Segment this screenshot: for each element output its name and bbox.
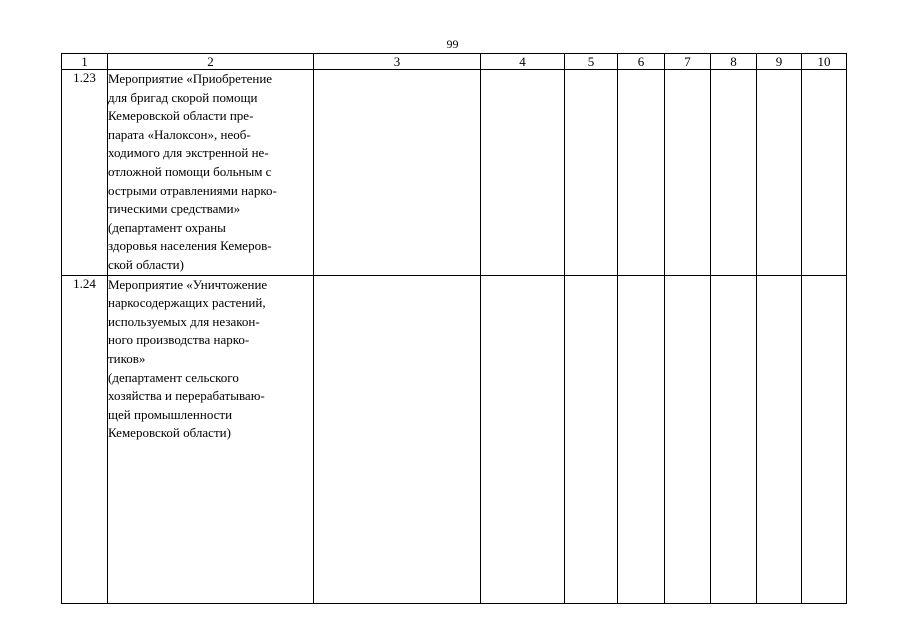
description-line: ходимого для экстренной не- <box>108 145 269 161</box>
description-line: хозяйства и перерабатываю- <box>108 388 265 404</box>
column-header-3: 3 <box>314 54 481 70</box>
empty-cell <box>802 70 847 276</box>
column-header-9: 9 <box>757 54 802 70</box>
description-line: здоровья населения Кемеров- <box>108 238 272 254</box>
empty-cell <box>665 70 711 276</box>
empty-cell <box>565 70 618 276</box>
empty-cell <box>565 275 618 603</box>
column-header-7: 7 <box>665 54 711 70</box>
empty-cell <box>711 70 757 276</box>
description-line: Мероприятие «Уничтожение <box>108 276 268 292</box>
description-line: Кемеровской области пре- <box>108 108 254 124</box>
empty-cell <box>665 275 711 603</box>
description-line: тиков» <box>108 350 146 366</box>
description-line: ской области) <box>108 256 184 272</box>
description-line: острыми отравлениями нарко- <box>108 182 277 198</box>
empty-cell <box>802 275 847 603</box>
column-header-1: 1 <box>62 54 108 70</box>
empty-cell <box>314 70 481 276</box>
description-line: тическими средствами» <box>108 201 241 217</box>
empty-cell <box>711 275 757 603</box>
description-line: для бригад скорой помощи <box>108 89 258 105</box>
row-number: 1.24 <box>62 275 108 603</box>
activity-description <box>108 70 314 276</box>
description-line: (департамент охраны <box>108 219 226 235</box>
empty-cell <box>481 70 565 276</box>
empty-cell <box>618 275 665 603</box>
description-line: парата «Налоксон», необ- <box>108 126 251 142</box>
column-number-header-row <box>62 54 847 70</box>
description-line: используемых для незакон- <box>108 313 260 329</box>
empty-cell <box>618 70 665 276</box>
activity-description <box>108 275 314 603</box>
empty-cell <box>314 275 481 603</box>
column-header-8: 8 <box>711 54 757 70</box>
description-line: (департамент сельского <box>108 369 239 385</box>
empty-cell <box>757 70 802 276</box>
description-line: наркосодержащих растений, <box>108 295 266 311</box>
table-row <box>62 275 847 603</box>
description-line: ного производства нарко- <box>108 332 250 348</box>
empty-cell <box>757 275 802 603</box>
column-header-6: 6 <box>618 54 665 70</box>
table-row <box>62 70 847 276</box>
empty-cell <box>481 275 565 603</box>
row-number: 1.23 <box>62 70 108 276</box>
column-header-2: 2 <box>108 54 314 70</box>
column-header-5: 5 <box>565 54 618 70</box>
column-header-10: 10 <box>802 54 847 70</box>
description-line: отложной помощи больным с <box>108 163 272 179</box>
page-number: 99 <box>446 37 459 51</box>
description-line: щей промышленности <box>108 406 233 422</box>
program-activities-table <box>61 53 847 604</box>
description-line: Мероприятие «Приобретение <box>108 71 273 86</box>
column-header-4: 4 <box>481 54 565 70</box>
description-line: Кемеровской области) <box>108 425 231 441</box>
